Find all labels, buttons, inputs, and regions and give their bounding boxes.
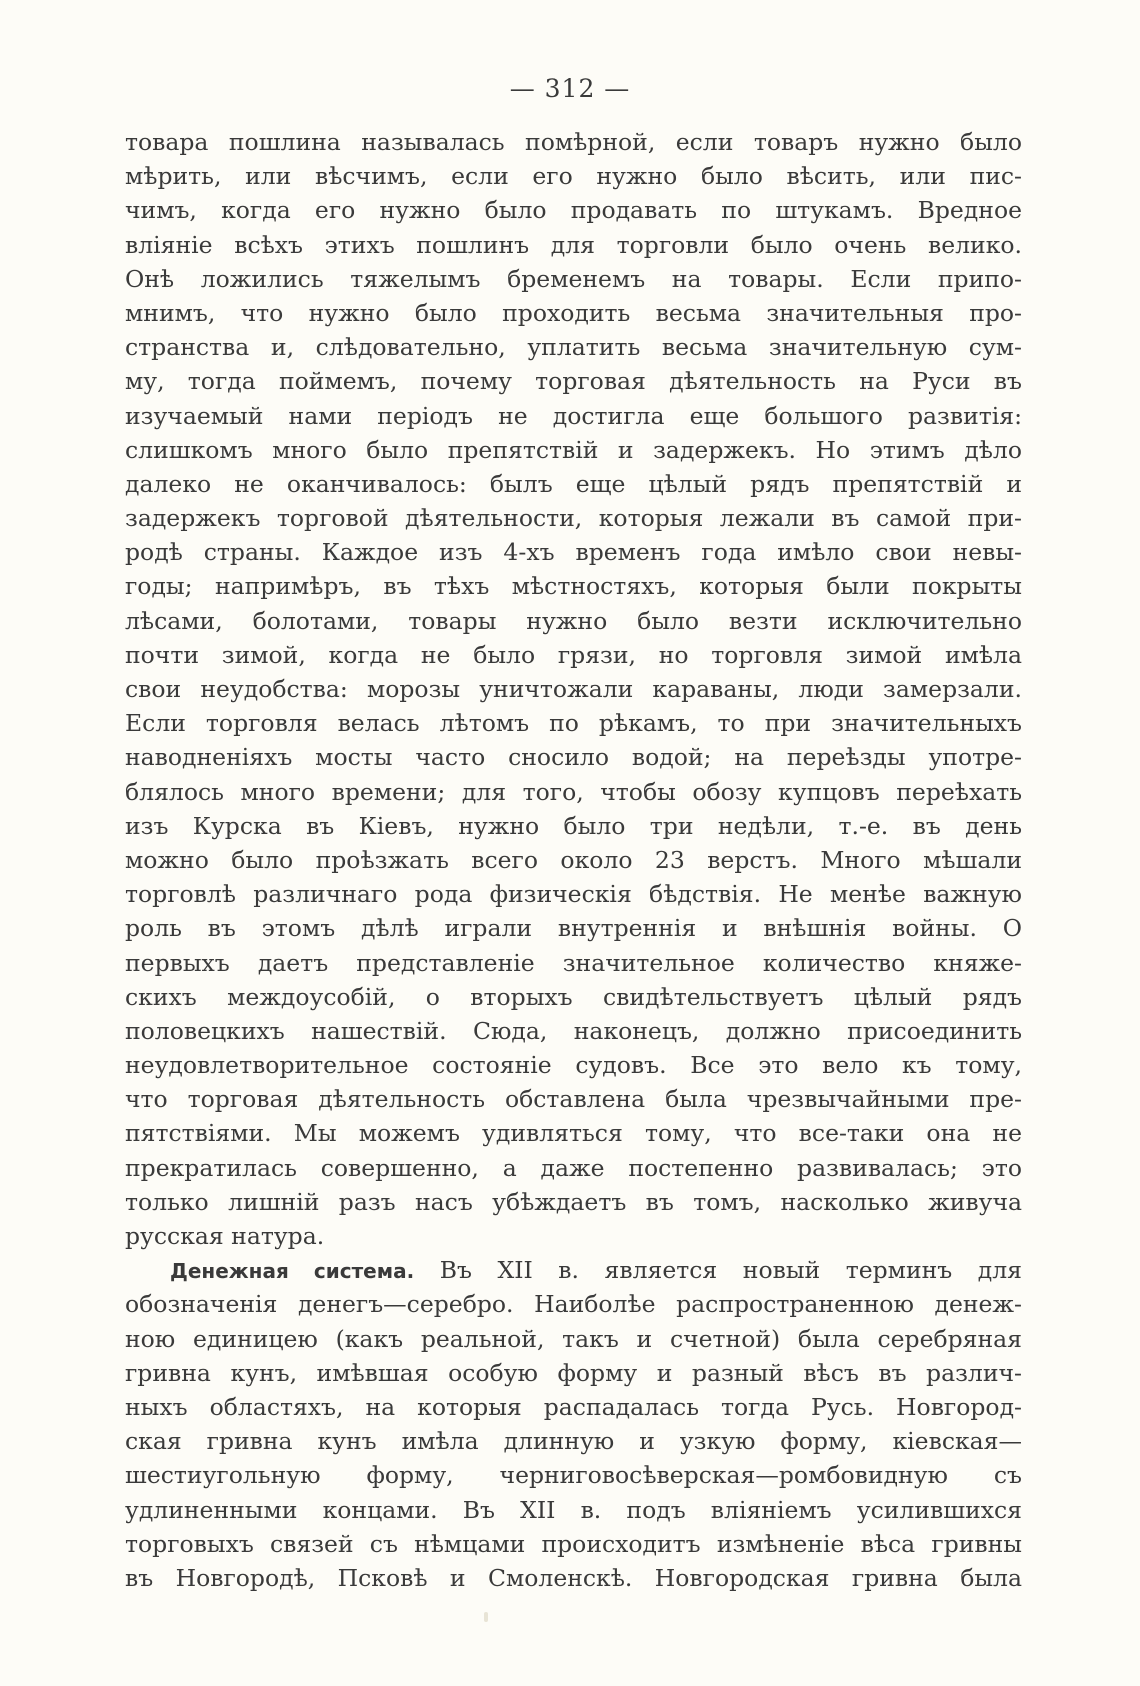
text-line: прекратилась совершенно, а даже постепенно развивалась; это bbox=[125, 1153, 1022, 1182]
text-line: странства и, слѣдовательно, уплатить весьма значительную сум- bbox=[125, 333, 1022, 362]
text-line: му, тогда поймемъ, почему торговая дѣятельность на Руси въ bbox=[125, 367, 1022, 396]
text-line: почти зимой, когда не было грязи, но торговля зимой имѣла bbox=[125, 640, 1022, 669]
text-line bbox=[125, 1253, 1022, 1287]
text-line: что торговая дѣятельность обставлена была чрезвычайными пре- bbox=[125, 1085, 1022, 1114]
text-line: въ Новгородѣ, Псковѣ и Смоленскѣ. Новгородская гривна была bbox=[125, 1563, 1022, 1592]
text-line: наводненіяхъ мосты часто сносило водой; на переѣзды употре- bbox=[125, 743, 1022, 772]
text-line: чимъ, когда его нужно было продавать по штукамъ. Вредное bbox=[125, 196, 1022, 225]
paragraph-monetary-system bbox=[125, 1253, 1022, 1595]
text-line: пятствіями. Мы можемъ удивляться тому, что все-таки она не bbox=[125, 1119, 1022, 1148]
text-line: слишкомъ много было препятствій и задержекъ. Но этимъ дѣло bbox=[125, 435, 1022, 464]
text-line: первыхъ даетъ представленіе значительное количество княже- bbox=[125, 948, 1022, 977]
text-line: торговлѣ различнаго рода физическія бѣдствія. Не менѣе важную bbox=[125, 880, 1022, 909]
text-line: изучаемый нами періодъ не достигла еще большого развитія: bbox=[125, 401, 1022, 430]
text-line: вліяніе всѣхъ этихъ пошлинъ для торговли было очень велико. bbox=[125, 230, 1022, 259]
text-line: ская гривна кунъ имѣла длинную и узкую форму, кіевская— bbox=[125, 1427, 1022, 1456]
text-line: обозначенія денегъ—серебро. Наиболѣе распространенною денеж- bbox=[125, 1290, 1022, 1319]
text-line: половецкихъ нашествій. Сюда, наконецъ, должно присоединить bbox=[125, 1016, 1022, 1045]
text-line: гривна кунъ, имѣвшая особую форму и разный вѣсъ въ различ- bbox=[125, 1358, 1022, 1387]
text-fragment: Въ XII в. является новый терминъ для bbox=[439, 1256, 1022, 1285]
text-line: мнимъ, что нужно было проходить весьма значительныя про- bbox=[125, 298, 1022, 327]
text-line: далеко не оканчивалось: былъ еще цѣлый рядъ препятствій и bbox=[125, 469, 1022, 498]
text-line: ною единицею (какъ реальной, такъ и счетной) была серебряная bbox=[125, 1324, 1022, 1353]
section-heading: Денежная система. bbox=[170, 1259, 415, 1284]
text-line: роль въ этомъ дѣлѣ играли внутреннія и внѣшнія войны. О bbox=[125, 914, 1022, 943]
text-line: лѣсами, болотами, товары нужно было везти исключительно bbox=[125, 606, 1022, 635]
text-line: только лишній разъ насъ убѣждаетъ въ томъ, насколько живуча bbox=[125, 1187, 1022, 1216]
text-line: удлиненными концами. Въ XII в. подъ вліяніемъ усилившихся bbox=[125, 1495, 1022, 1524]
text-line: Если торговля велась лѣтомъ по рѣкамъ, то при значительныхъ bbox=[125, 709, 1022, 738]
text-line: шестиугольную форму, черниговосѣверская—ромбовидную съ bbox=[125, 1461, 1022, 1490]
text-line: скихъ междоусобій, о вторыхъ свидѣтельствуетъ цѣлый рядъ bbox=[125, 982, 1022, 1011]
paper-speck bbox=[484, 1612, 488, 1622]
text-line: неудовлетворительное состояніе судовъ. Все это вело къ тому, bbox=[125, 1051, 1022, 1080]
text-line: родѣ страны. Каждое изъ 4-хъ временъ года имѣло свои невы- bbox=[125, 538, 1022, 567]
paragraph-trade-duties bbox=[125, 125, 1022, 1253]
page-number: — 312 — bbox=[509, 74, 631, 103]
text-line: мѣрить, или вѣсчимъ, если его нужно было вѣсить, или пис- bbox=[125, 162, 1022, 191]
text-line: изъ Курска въ Кіевъ, нужно было три недѣли, т.-е. въ день bbox=[125, 811, 1022, 840]
text-line: годы; напримѣръ, въ тѣхъ мѣстностяхъ, которыя были покрыты bbox=[125, 572, 1022, 601]
text-line: русская натура. bbox=[125, 1222, 325, 1250]
text-line: свои неудобства: морозы уничтожали караваны, люди замерзали. bbox=[125, 675, 1022, 703]
text-line: торговыхъ связей съ нѣмцами происходитъ измѣненіе вѣса гривны bbox=[125, 1529, 1022, 1558]
text-line: блялось много времени; для того, чтобы обозу купцовъ переѣхать bbox=[125, 777, 1022, 806]
text-line: Онѣ ложились тяжелымъ бременемъ на товары. Если припо- bbox=[125, 264, 1022, 293]
text-line: задержекъ торговой дѣятельности, которыя лежали въ самой при- bbox=[125, 504, 1022, 533]
text-line: можно было проѣзжать всего около 23 верстъ. Много мѣшали bbox=[125, 845, 1022, 874]
text-line: ныхъ областяхъ, на которыя распадалась тогда Русь. Новгород- bbox=[125, 1392, 1022, 1421]
body-text bbox=[125, 125, 1022, 1595]
text-line: товара пошлина называлась помѣрной, если товаръ нужно было bbox=[125, 128, 1022, 156]
